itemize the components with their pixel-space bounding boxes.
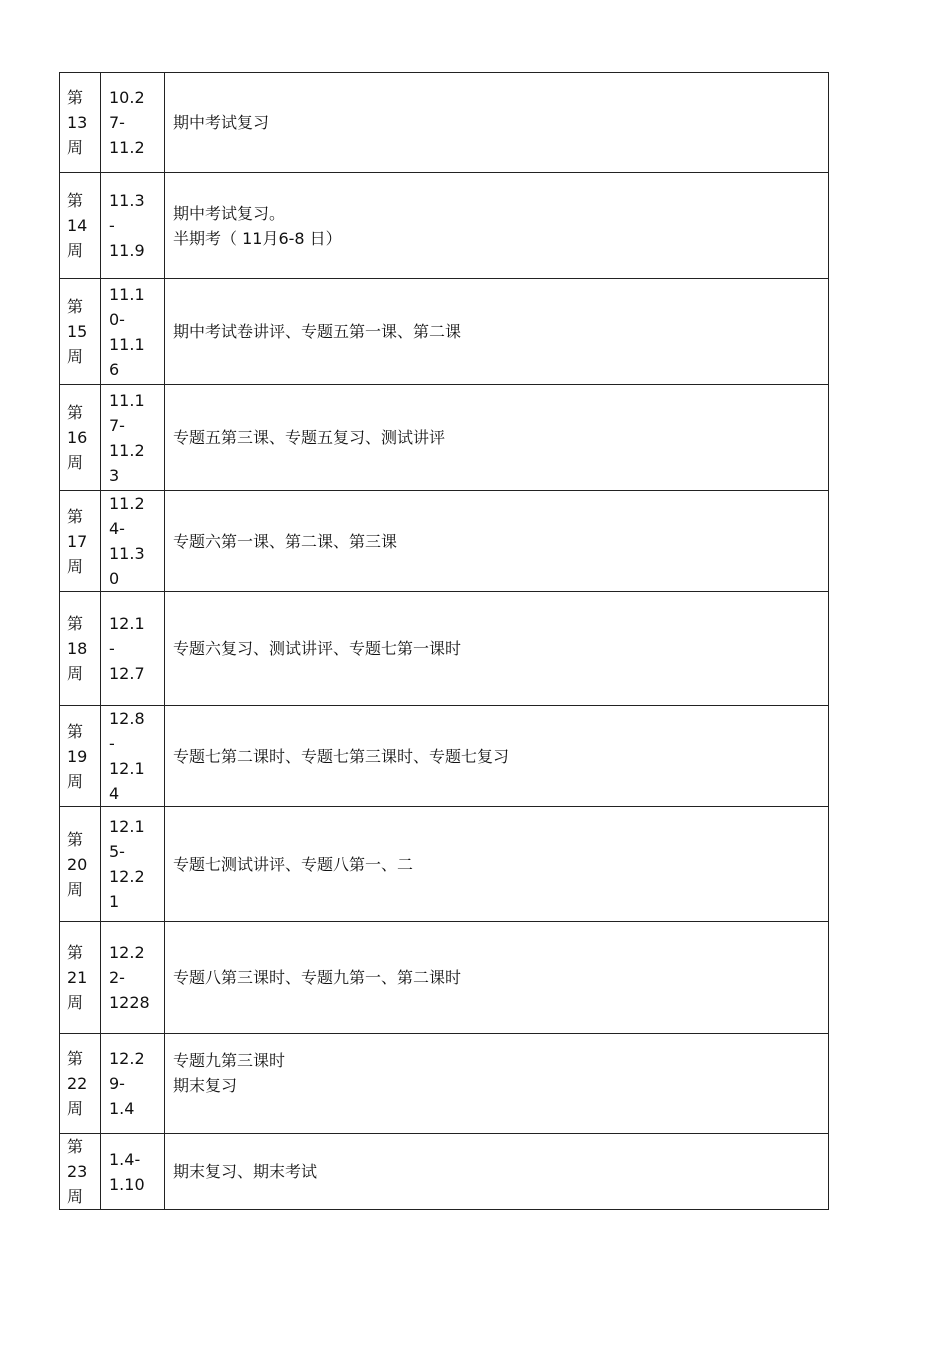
week-cell xyxy=(60,922,101,1034)
date-part: - xyxy=(109,734,115,753)
date-part: 11.3 xyxy=(109,191,145,210)
week-suffix: 周 xyxy=(67,347,84,366)
content-line: 专题六第一课、第二课、第三课 xyxy=(173,531,398,551)
table-row xyxy=(60,385,829,491)
content-cell xyxy=(165,706,829,807)
content-line: 期中考试复习。 xyxy=(173,203,286,223)
week-suffix: 周 xyxy=(67,879,84,899)
table-row xyxy=(60,922,829,1034)
week-prefix: 第 xyxy=(67,88,84,107)
schedule-table xyxy=(59,72,829,1210)
week-suffix: 周 xyxy=(67,453,84,472)
week-prefix: 第 xyxy=(67,506,84,526)
week-number: 22 xyxy=(67,1074,88,1093)
date-part: 12.7 xyxy=(109,664,145,683)
week-suffix: 周 xyxy=(67,138,84,157)
date-cell xyxy=(101,385,165,491)
table-row xyxy=(60,1034,829,1134)
week-number: 19 xyxy=(67,746,88,766)
date-part: 12.8 xyxy=(109,709,145,728)
week-cell xyxy=(60,279,101,385)
table-row xyxy=(60,706,829,807)
week-prefix: 第 xyxy=(67,614,84,633)
content-line: 期末复习 xyxy=(173,1076,238,1095)
date-part: 1.4 xyxy=(109,1099,135,1118)
content-cell xyxy=(165,1034,829,1134)
content-line: 期中考试卷讲评、专题五第一课、第二课 xyxy=(173,322,462,341)
week-cell xyxy=(60,173,101,279)
date-cell xyxy=(101,73,165,173)
date-cell xyxy=(101,807,165,922)
date-part: 0 xyxy=(109,569,120,588)
table-row xyxy=(60,491,829,592)
week-number: 15 xyxy=(67,322,88,341)
table-row xyxy=(60,279,829,385)
content-line: 专题六复习、测试讲评、专题七第一课时 xyxy=(173,639,462,658)
content-line: 期末复习、期末考试 xyxy=(173,1162,318,1181)
week-number: 18 xyxy=(67,639,88,658)
date-part: 12.1 xyxy=(109,759,145,778)
table-row xyxy=(60,1134,829,1210)
week-suffix: 周 xyxy=(67,993,84,1012)
content-cell xyxy=(165,592,829,706)
content-cell xyxy=(165,73,829,173)
content-cell xyxy=(165,922,829,1034)
date-part: 11.3 xyxy=(109,544,145,563)
week-prefix: 第 xyxy=(67,297,84,316)
date-part: 4 xyxy=(109,784,120,803)
week-number: 14 xyxy=(67,216,88,235)
date-part: 11.2 xyxy=(109,440,145,460)
content-line: 专题七第二课时、专题七第三课时、专题七复习 xyxy=(173,746,510,766)
week-prefix: 第 xyxy=(67,943,84,962)
week-number: 17 xyxy=(67,531,88,551)
date-part: 11.1 xyxy=(109,390,145,410)
week-cell xyxy=(60,1034,101,1134)
date-cell xyxy=(101,1134,165,1210)
date-part: 2- xyxy=(109,968,125,987)
date-part: 1228 xyxy=(109,993,150,1012)
date-part: 1 xyxy=(109,892,120,911)
week-prefix: 第 xyxy=(67,721,84,741)
date-part: 0- xyxy=(109,309,125,329)
week-number: 13 xyxy=(67,113,88,132)
date-part: - xyxy=(109,216,115,235)
date-part: - xyxy=(109,639,115,658)
date-part: 9- xyxy=(109,1074,125,1093)
content-line: 期中考试复习 xyxy=(173,113,270,132)
week-prefix: 第 xyxy=(67,191,84,210)
date-part: 1.10 xyxy=(109,1174,145,1194)
date-part: 12.2 xyxy=(109,1049,145,1068)
week-cell xyxy=(60,706,101,807)
week-suffix: 周 xyxy=(67,556,84,576)
date-part: 1.4- xyxy=(109,1149,141,1169)
date-part: 12.2 xyxy=(109,867,145,886)
content-cell xyxy=(165,385,829,491)
week-suffix: 周 xyxy=(67,664,84,683)
date-cell xyxy=(101,491,165,592)
content-line: 半期考（ 11月6-8 日） xyxy=(173,228,342,248)
week-cell xyxy=(60,1134,101,1210)
content-cell xyxy=(165,1134,829,1210)
content-line: 专题七测试讲评、专题八第一、二 xyxy=(173,854,414,874)
content-cell xyxy=(165,173,829,279)
date-part: 7- xyxy=(109,113,125,132)
date-cell xyxy=(101,592,165,706)
date-part: 11.1 xyxy=(109,334,145,354)
date-part: 11.2 xyxy=(109,494,145,513)
date-part: 11.2 xyxy=(109,138,145,157)
table-row xyxy=(60,173,829,279)
week-suffix: 周 xyxy=(67,771,84,791)
date-part: 11.1 xyxy=(109,284,145,304)
date-part: 3 xyxy=(109,465,120,485)
date-cell xyxy=(101,173,165,279)
content-cell xyxy=(165,279,829,385)
date-cell xyxy=(101,922,165,1034)
date-part: 11.9 xyxy=(109,241,145,260)
content-cell xyxy=(165,491,829,592)
week-cell xyxy=(60,807,101,922)
week-cell xyxy=(60,385,101,491)
date-cell xyxy=(101,279,165,385)
date-part: 12.1 xyxy=(109,817,145,836)
week-number: 20 xyxy=(67,854,88,874)
date-part: 4- xyxy=(109,519,125,538)
week-prefix: 第 xyxy=(67,1137,84,1156)
week-number: 23 xyxy=(67,1162,88,1181)
week-cell xyxy=(60,73,101,173)
week-number: 16 xyxy=(67,428,88,447)
table-row xyxy=(60,807,829,922)
date-part: 10.2 xyxy=(109,88,145,107)
week-cell xyxy=(60,592,101,706)
content-cell xyxy=(165,807,829,922)
date-part: 7- xyxy=(109,415,125,435)
date-part: 12.2 xyxy=(109,943,145,962)
table-row xyxy=(60,592,829,706)
date-part: 12.1 xyxy=(109,614,145,633)
date-part: 5- xyxy=(109,842,125,861)
week-suffix: 周 xyxy=(67,1099,84,1118)
week-prefix: 第 xyxy=(67,403,84,422)
date-part: 6 xyxy=(109,359,120,379)
week-prefix: 第 xyxy=(67,829,84,849)
week-number: 21 xyxy=(67,968,88,987)
content-line: 专题五第三课、专题五复习、测试讲评 xyxy=(173,428,446,447)
content-line: 专题九第三课时 xyxy=(173,1051,286,1070)
table-row xyxy=(60,73,829,173)
date-cell xyxy=(101,1034,165,1134)
week-suffix: 周 xyxy=(67,1187,84,1206)
week-prefix: 第 xyxy=(67,1049,84,1068)
date-cell xyxy=(101,706,165,807)
content-line: 专题八第三课时、专题九第一、第二课时 xyxy=(173,968,462,987)
week-cell xyxy=(60,491,101,592)
week-suffix: 周 xyxy=(67,241,84,260)
